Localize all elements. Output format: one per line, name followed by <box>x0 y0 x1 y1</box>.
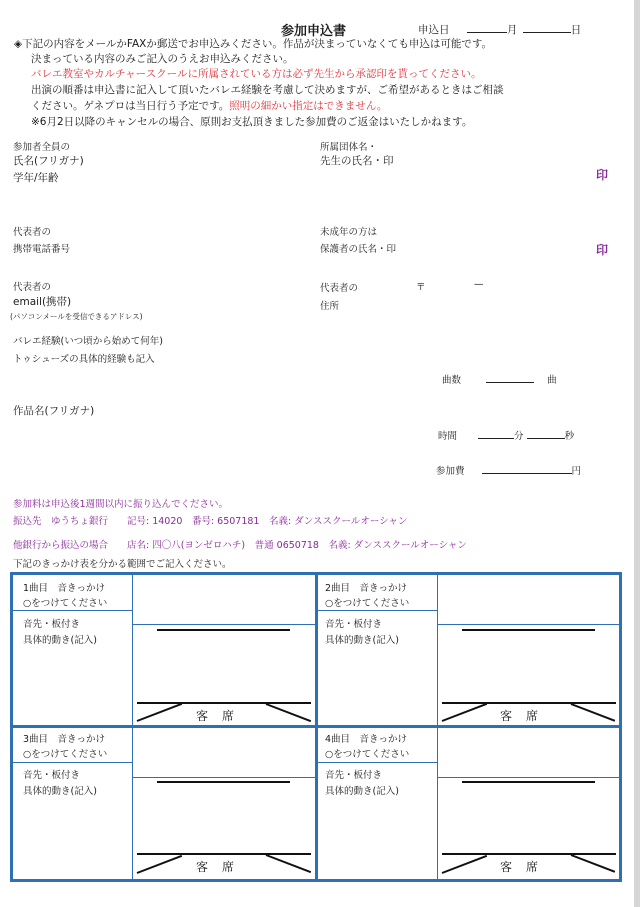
rep-email-label-1: 代表者の <box>13 282 52 293</box>
minor-label-1: 未成年の方は <box>320 227 378 238</box>
form-title: 参加申込書 <box>281 24 347 39</box>
cue-3-circle-instruction: ○をつけてください <box>23 749 108 760</box>
cue-2-stage-back-line <box>462 629 595 631</box>
postal-mark: 〒 <box>416 282 426 293</box>
cue-1-stage-front-line <box>137 702 311 704</box>
application-date <box>418 22 581 37</box>
duration-label: 時間 <box>438 431 458 442</box>
cue-4-circle-instruction: ○をつけてください <box>325 749 410 760</box>
rep-email-note: (パソコンメールを受信できるアドレス) <box>10 312 143 321</box>
rep-phone-label-2: 携帯電話番号 <box>13 244 71 255</box>
cue-3-title: 3曲目 音きっかけ <box>23 734 106 745</box>
cue-sheet-horizontal-divider <box>10 725 622 728</box>
cue-3-movement-label: 具体的動き(記入) <box>23 786 97 797</box>
cue-3-audience-label: 客席 <box>196 860 249 874</box>
postal-dash: — <box>474 279 484 290</box>
instruction-lighting: 照明の細かい指定はできません。 <box>229 100 388 112</box>
day-blank[interactable] <box>523 22 571 33</box>
cue-1-audience-label: 客席 <box>196 709 249 723</box>
minutes-blank[interactable] <box>478 428 514 439</box>
seal-mark-teacher: 印 <box>596 168 609 182</box>
org-label-2: 先生の氏名・印 <box>320 155 394 167</box>
ballet-experience-label-2: トゥシューズの具体的経験も記入 <box>13 354 155 365</box>
cue-2-title: 2曲目 音きっかけ <box>325 583 408 594</box>
other-bank-transfer-info: 他銀行から振込の場合 店名: 四〇八(ヨンゼロハチ) 普通 0650718 名義: ダンススクールオーシャン <box>13 540 467 551</box>
org-label-1: 所属団体名・ <box>320 142 378 153</box>
cue-2-stage-front-line <box>442 702 616 704</box>
cue-3-start-position[interactable]: 音先・板付き <box>23 770 81 781</box>
duration <box>438 428 574 442</box>
cue-1-stage-back-line <box>157 629 290 631</box>
instruction-line-2: 決まっている内容のみご記入のうえお申込みください。 <box>31 53 294 65</box>
song-count-unit: 曲 <box>547 375 557 386</box>
cue-4-stage-back-line <box>462 781 595 783</box>
ballet-experience-label-1: バレエ経験(いつ頃から始めて何年) <box>13 336 163 347</box>
day-unit: 日 <box>570 24 582 36</box>
instruction-teacher-approval: バレエ教室やカルチャースクールに所属されている方は必ず先生から承認印を貰ってください。 <box>31 68 482 80</box>
rep-phone-label-1: 代表者の <box>13 227 52 238</box>
cue-4-audience-label: 客席 <box>500 860 553 874</box>
cue-2-movement-label: 具体的動き(記入) <box>325 635 399 646</box>
song-count-label: 曲数 <box>442 375 462 386</box>
minor-label-2: 保護者の氏名・印 <box>320 244 397 255</box>
fee-blank[interactable] <box>482 463 572 474</box>
cue-4-movement-label: 具体的動き(記入) <box>325 786 399 797</box>
seconds-blank[interactable] <box>527 428 565 439</box>
cue-sheet-instruction: 下記のきっかけ表を分かる範囲でご記入ください。 <box>13 559 232 570</box>
participation-fee <box>436 463 581 477</box>
instruction-genepuro: ください。ゲネプロは当日行う予定です。 <box>31 100 230 112</box>
rep-address-label-2: 住所 <box>320 301 340 312</box>
instruction-line-4: 出演の順番は申込書に記入して頂いたバレエ経験を考慮して決めますが、ご希望があるときはご相談 <box>31 84 504 96</box>
cue-3-stage-front-line <box>137 853 311 855</box>
cue-4-stage-front-line <box>442 853 616 855</box>
instruction-cancel-policy: ※6月2日以降のキャンセルの場合、原則お支払頂きました参加費のご返金はいたしかねます。 <box>31 116 473 128</box>
bank-transfer-info: 振込先 ゆうちょ銀行 記号: 14020 番号: 6507181 名義: ダンススクールオーシャン <box>13 516 408 527</box>
cue-2-start-position[interactable]: 音先・板付き <box>325 619 383 630</box>
rep-address-label-1: 代表者の <box>320 283 359 294</box>
payment-notice: 参加料は申込後1週間以内に振り込んでください。 <box>13 499 229 510</box>
cue-3-stage-back-line <box>157 781 290 783</box>
cue-4-start-position[interactable]: 音先・板付き <box>325 770 383 781</box>
month-unit: 月 <box>506 24 518 36</box>
seconds-unit: 秒 <box>564 431 575 442</box>
song-count <box>442 372 557 386</box>
cue-1-circle-instruction: ○をつけてください <box>23 598 108 609</box>
date-label: 申込日 <box>418 24 450 36</box>
instruction-line-5 <box>31 100 387 113</box>
month-blank[interactable] <box>467 22 507 33</box>
minutes-unit: 分 <box>514 431 524 442</box>
participants-label-3: 学年/年齢 <box>13 172 59 184</box>
seal-mark-guardian: 印 <box>596 243 609 257</box>
work-title-label: 作品名(フリガナ) <box>13 405 95 417</box>
participants-label-2: 氏名(フリガナ) <box>13 155 84 167</box>
cue-1-movement-label: 具体的動き(記入) <box>23 635 97 646</box>
cue-2-circle-instruction: ○をつけてください <box>325 598 410 609</box>
cue-1-title: 1曲目 音きっかけ <box>23 583 106 594</box>
cue-1-start-position[interactable]: 音先・板付き <box>23 619 81 630</box>
instruction-line-1: ◈下記の内容をメールかFAXか郵送でお申込みください。作品が決まっていなくても申込は可能です。 <box>14 38 492 50</box>
fee-label: 参加費 <box>436 466 465 477</box>
cue-4-title: 4曲目 音きっかけ <box>325 734 408 745</box>
cue-2-audience-label: 客席 <box>500 709 553 723</box>
fee-unit: 円 <box>571 466 582 477</box>
rep-email-label-2: email(携帯) <box>13 296 72 308</box>
participants-label-1: 参加者全員の <box>13 142 71 153</box>
song-count-blank[interactable] <box>486 372 534 383</box>
